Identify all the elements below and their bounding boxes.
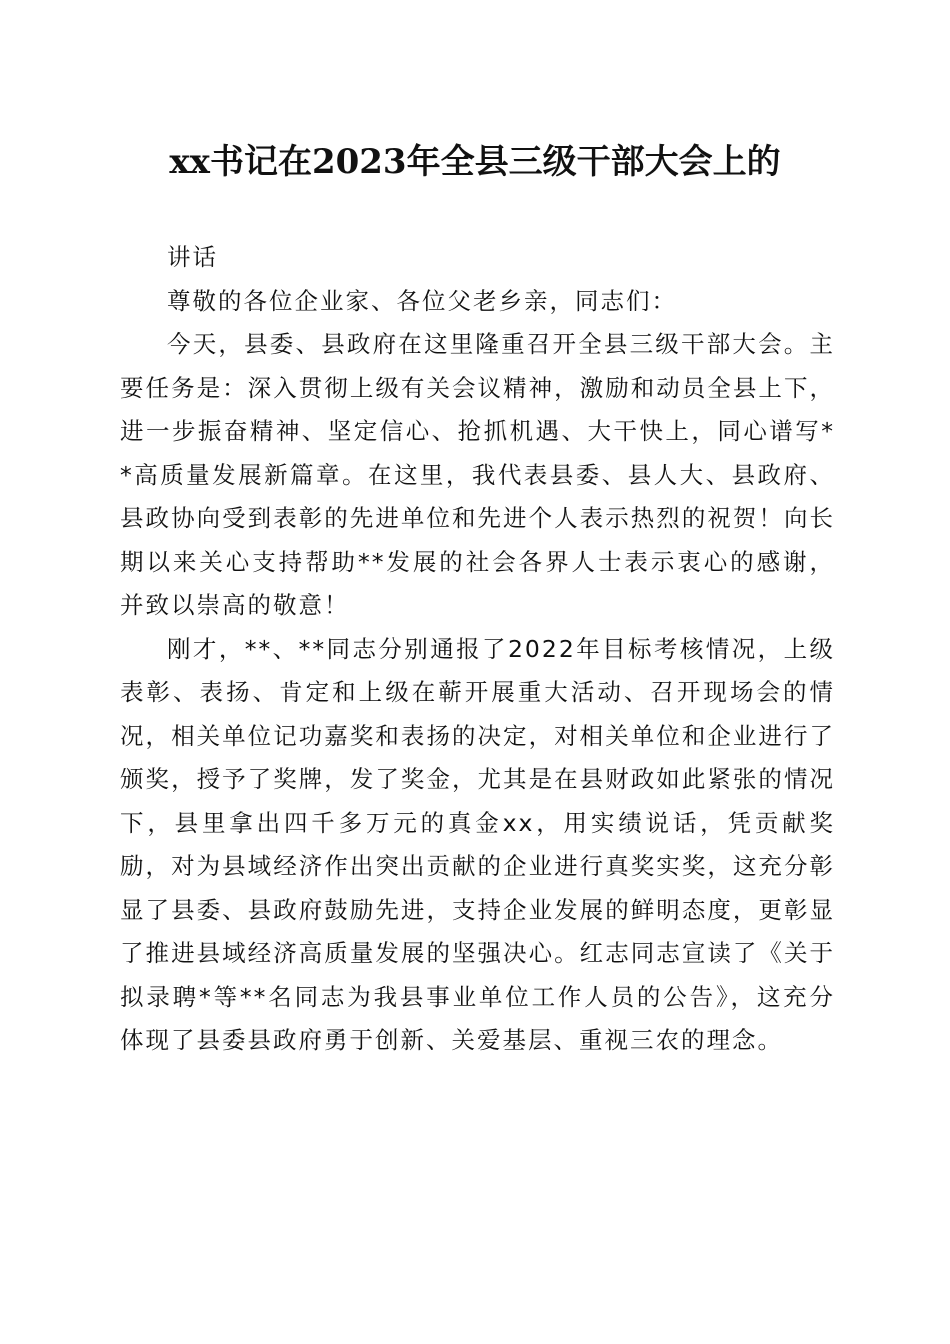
paragraph-salutation: 尊敬的各位企业家、各位父老乡亲，同志们：	[167, 286, 677, 315]
paragraph-review: 刚才，**、**同志分别通报了2022年目标考核情况，上级表彰、表扬、肯定和上级在蕲开展重大活动、召开现场会的情况，相关单位记功嘉奖和表扬的决定，对相关单位和企业进行了颁奖，授予了奖牌，发了奖金，尤其是在县财政如此紧张的情况下，县里拿出四千多万元的真金xx，用实绩说话，凭贡献奖励，对为县域经济作出突出贡献的企业进行真奖实奖，这充分彰显了县委、县政府鼓励先进，支持企业发展的鲜明态度，更彰显了推进县域经济高质量发展的坚强决心。红志同志宣读了《关于拟录聘*等**名同志为我县事业单位工作人员的公告》，这充分体现了县委县政府勇于创新、关爱基层、重视三农的理念。	[120, 634, 835, 1054]
paragraph-opening: 今天，县委、县政府在这里隆重召开全县三级干部大会。主要任务是：深入贯彻上级有关会议精神，激励和动员全县上下，进一步振奋精神、坚定信心、抢抓机遇、大干快上，同心谱写**高质量发展新篇章。在这里，我代表县委、县人大、县政府、县政协向受到表彰的先进单位和先进个人表示热烈的祝贺！向长期以来关心支持帮助**发展的社会各界人士表示衷心的感谢，并致以崇高的敬意！	[120, 330, 835, 619]
document-body	[120, 236, 835, 1063]
document-title: xx书记在2023年全县三级干部大会上的	[169, 142, 781, 182]
paragraph-title-continuation: 讲话	[167, 243, 218, 271]
